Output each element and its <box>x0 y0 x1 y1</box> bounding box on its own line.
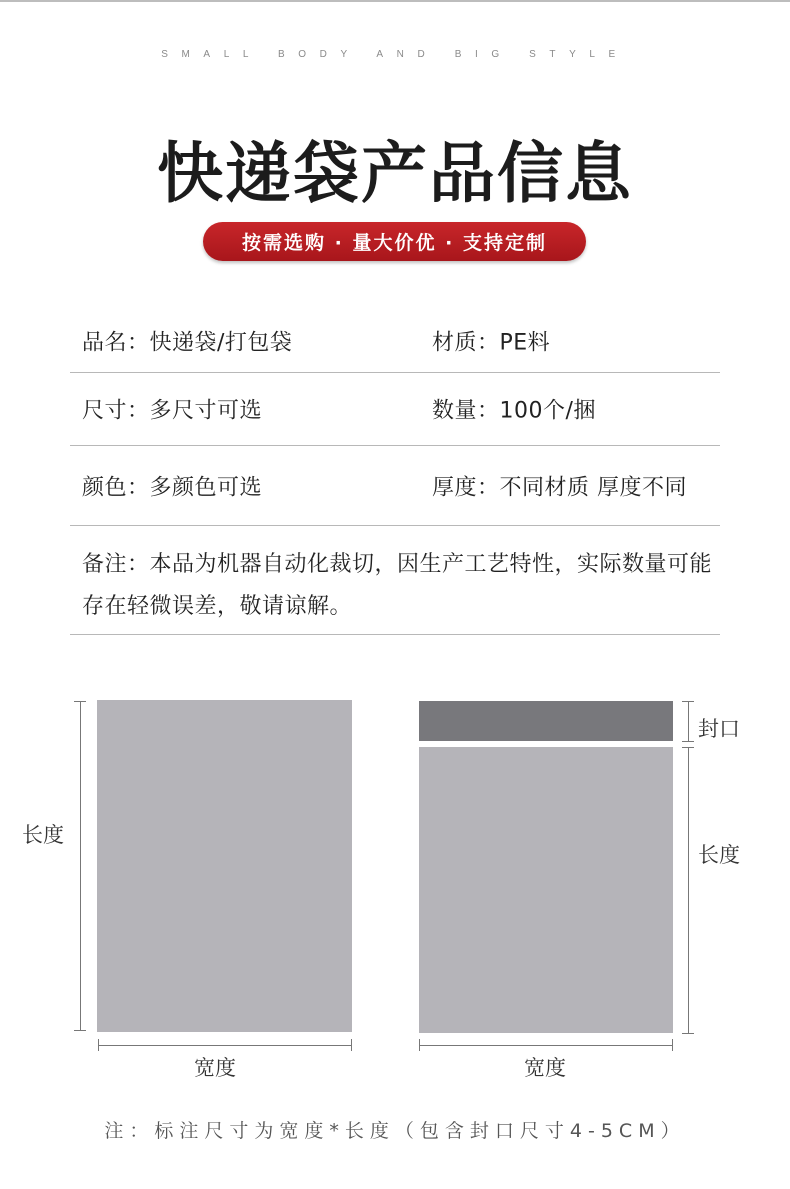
spec-table <box>70 310 720 635</box>
dimension-tick <box>682 747 694 748</box>
dimension-tick <box>74 701 86 702</box>
dimension-tick <box>672 1039 673 1051</box>
dimension-tick <box>419 1039 420 1051</box>
spec-color: 颜色：多颜色可选 <box>82 475 263 500</box>
bag-seal-flap <box>419 701 673 741</box>
left-length-label: 长度 <box>22 823 64 847</box>
spec-note-row <box>70 526 720 635</box>
right-width-dimension-line <box>419 1045 673 1046</box>
left-width-dimension-line <box>98 1045 351 1046</box>
spec-material: 材质：PE料 <box>432 330 551 356</box>
spec-row <box>70 373 720 446</box>
dimension-tick <box>682 701 694 702</box>
dimension-tick <box>74 1030 86 1031</box>
seal-dimension-line <box>688 701 689 741</box>
footnote: 注：标注尺寸为宽度*长度（包含封口尺寸4-5CM） <box>104 1120 686 1142</box>
right-length-label: 长度 <box>698 843 740 867</box>
spec-note: 备注：本品为机器自动化裁切，因生产工艺特性，实际数量可能存在轻微误差，敬请谅解。 <box>82 552 713 619</box>
page-title: 快递袋产品信息 <box>157 135 633 212</box>
left-length-dimension-line <box>80 701 81 1030</box>
spec-size: 尺寸：多尺寸可选 <box>82 398 263 424</box>
spec-thickness: 厚度：不同材质 厚度不同 <box>432 475 687 500</box>
promo-badge: 按需选购 · 量大价优 · 支持定制 <box>203 222 586 261</box>
spec-row <box>70 310 720 373</box>
spec-row <box>70 446 720 526</box>
bag-body <box>419 747 673 1033</box>
dimension-tick <box>682 1033 694 1034</box>
right-width-label: 宽度 <box>524 1056 566 1080</box>
dimension-tick <box>98 1039 99 1051</box>
top-border-line <box>0 0 790 2</box>
dimension-tick <box>351 1039 352 1051</box>
right-length-dimension-line <box>688 747 689 1033</box>
spec-product-name: 品名：快递袋/打包袋 <box>82 330 293 356</box>
left-width-label: 宽度 <box>194 1056 236 1080</box>
tagline: SMALL BODY AND BIG STYLE <box>161 49 629 60</box>
bag-body <box>97 700 352 1032</box>
dimension-tick <box>682 741 694 742</box>
right-seal-label: 封口 <box>698 717 740 741</box>
spec-quantity: 数量：100个/捆 <box>432 398 596 424</box>
